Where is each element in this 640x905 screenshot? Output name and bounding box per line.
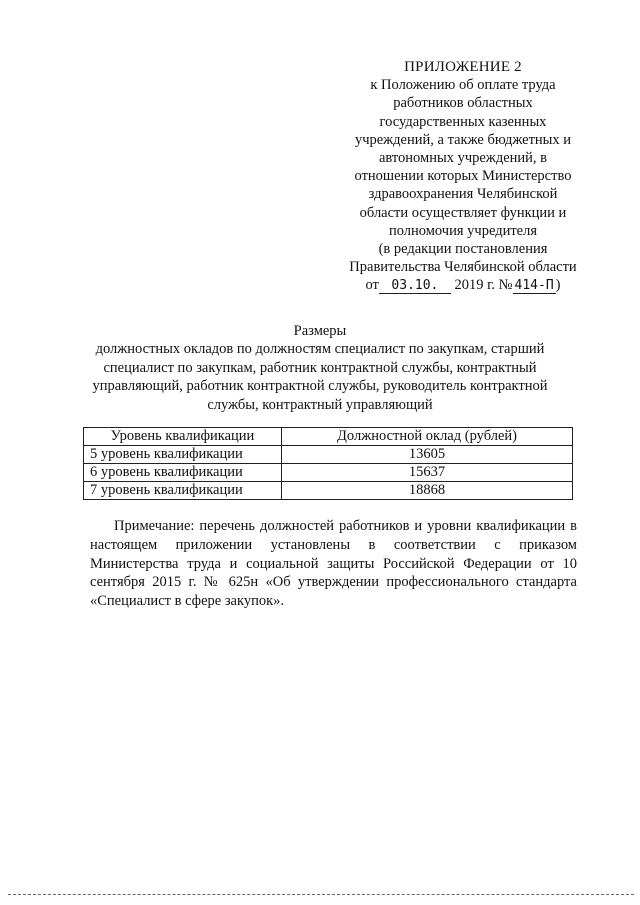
salary-cell: 13605 — [282, 446, 573, 464]
appendix-line: отношении которых Министерство — [354, 168, 572, 185]
title-line: должностных окладов по должностям специалист по закупкам, старший — [95, 341, 545, 358]
title-line: службы, контрактный управляющий — [207, 396, 433, 413]
appendix-line: здравоохранения Челябинской — [368, 186, 558, 203]
appendix-date-line — [330, 276, 596, 294]
appendix-line: учреждений, а также бюджетных и — [354, 131, 572, 148]
salary-table — [83, 427, 573, 500]
appendix-line: государственных казенных — [379, 113, 547, 130]
year-text: 2019 г. № — [454, 277, 513, 294]
resolution-number: 414-П — [514, 278, 554, 294]
salary-cell: 18868 — [282, 482, 573, 500]
qualification-level-cell: 7 уровень квалификации — [84, 482, 282, 500]
column-header-level: Уровень квалификации — [84, 428, 282, 446]
salary-cell: 15637 — [282, 464, 573, 482]
appendix-line: к Положению об оплате труда — [370, 77, 556, 94]
column-header-salary: Должностной оклад (рублей) — [282, 428, 573, 446]
title-line: управляющий, работник контрактной службы, руководитель контрактной — [92, 378, 548, 395]
appendix-line: автономных учреждений, в — [378, 150, 548, 167]
title-line: специалист по закупкам, работник контрактной службы, контрактный — [103, 359, 537, 376]
table-row — [84, 464, 573, 482]
table-header-row — [84, 428, 573, 446]
appendix-line: Правительства Челябинской области — [349, 259, 577, 276]
appendix-line: области осуществляет функции и — [359, 204, 567, 221]
appendix-line: полномочия учредителя — [388, 222, 538, 239]
date-prefix: от — [365, 277, 379, 294]
note-paragraph: Примечание: перечень должностей работников и уровни квалификации в настоящем приложении установлены в соответствии с приказом Министерства труда и социальной защиты Российской Федерации от 10 сентября 2015 г. № 625н «Об утверждении профессионального стандарта «Специалист в сфере закупок». — [90, 518, 577, 610]
table-row — [84, 446, 573, 464]
close-paren: ) — [555, 277, 561, 294]
page-bottom-divider — [8, 894, 634, 895]
appendix-header: ПРИЛОЖЕНИЕ 2 — [404, 59, 522, 75]
qualification-level-cell: 5 уровень квалификации — [84, 446, 282, 464]
appendix-line: работников областных — [393, 95, 533, 112]
qualification-level-cell: 6 уровень квалификации — [84, 464, 282, 482]
title-heading: Размеры — [293, 323, 347, 339]
date-value: 03.10. — [379, 278, 451, 294]
table-row — [84, 482, 573, 500]
document-title — [80, 322, 560, 414]
appendix-block — [330, 58, 596, 295]
appendix-line: (в редакции постановления — [378, 241, 548, 258]
